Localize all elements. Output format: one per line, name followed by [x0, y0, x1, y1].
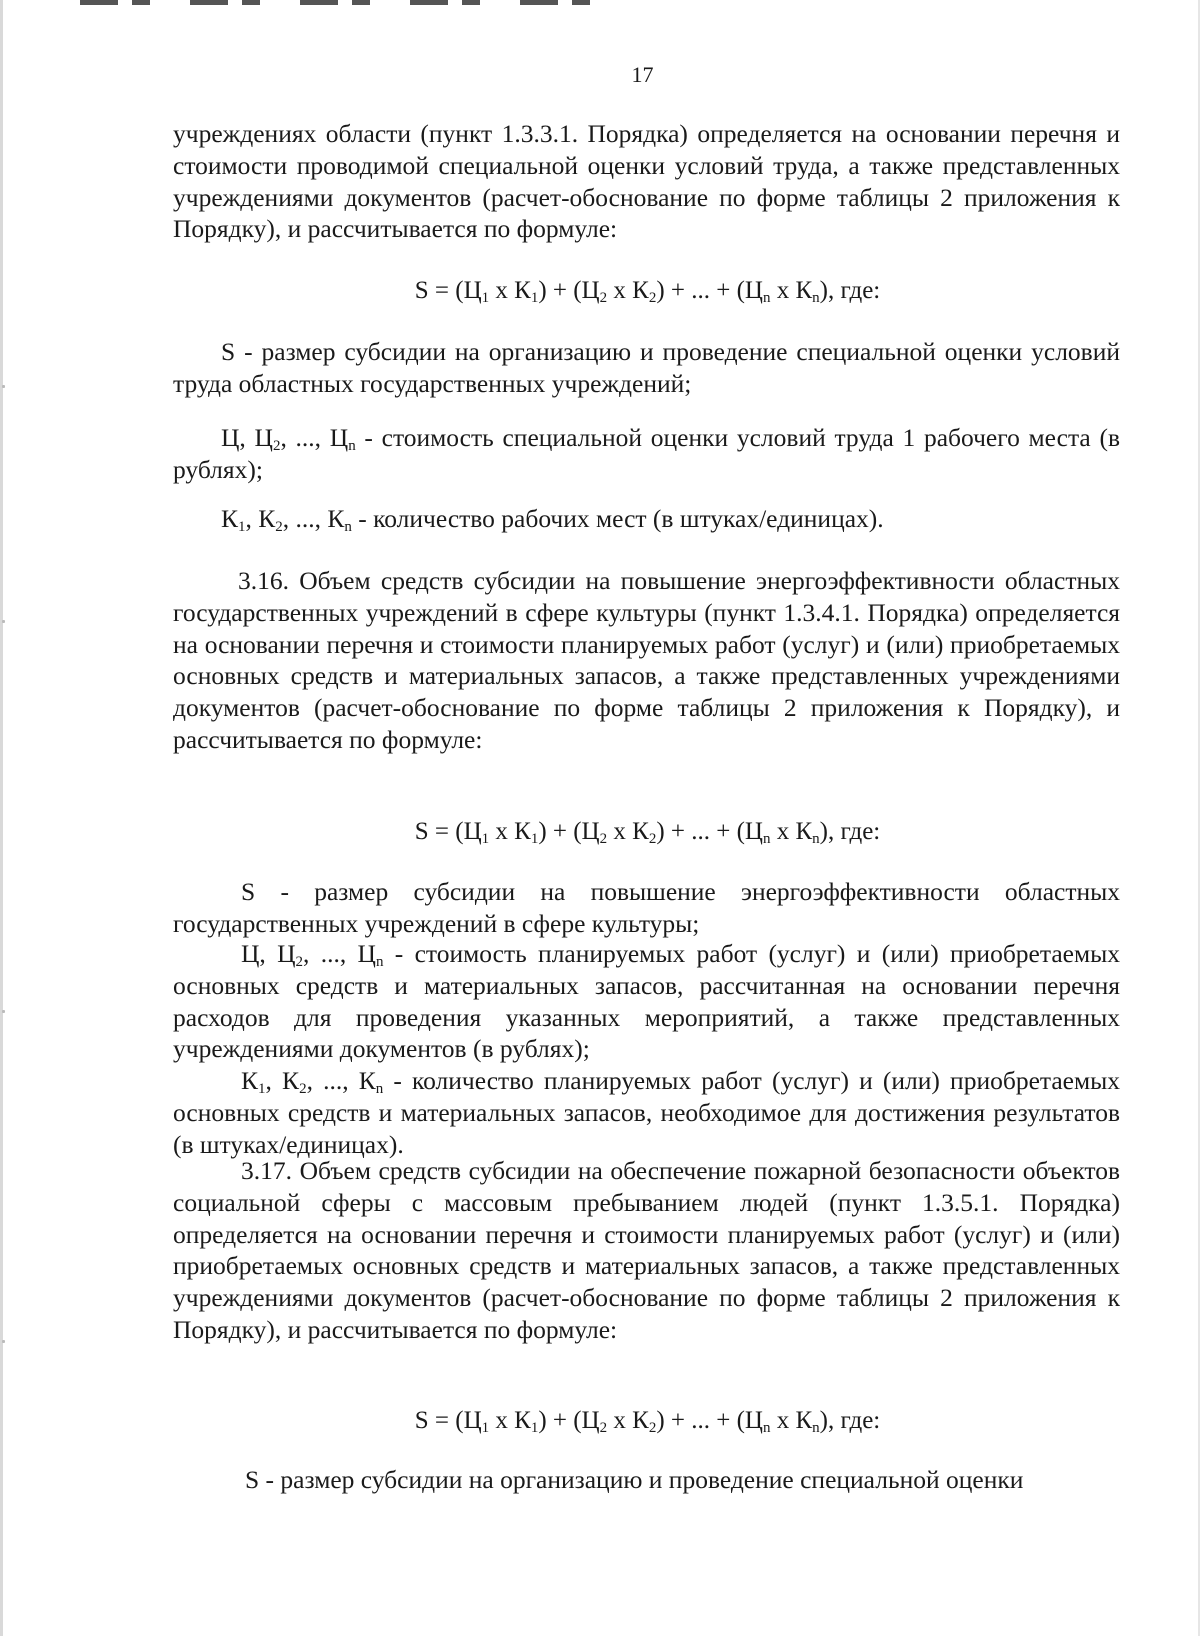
section-3-17-paragraph: 3.17. Объем средств субсидии на обеспечение пожарной безопасности объектов социальной сферы с массовым пребыванием людей (пункт 1.3.5.1. Порядка) определяется на основании перечня и стоимости планируемых работ (услуг) и (или) приобретаемых основных средств и материальных запасов, а также представленных учреждениями документов (расчет-обоснование по форме таблицы 2 приложения к Порядку), и рассчитывается по формуле:: [173, 1156, 1120, 1344]
definition-k-1: $К_1$, $К_2$, ..., $К_n$ - количество рабочих мест (в штуках/единицах).: [221, 504, 884, 535]
definition-s-3: S - размер субсидии на организацию и проведение специальной оценки: [245, 1465, 1024, 1494]
definition-k-2: $К_1$, $К_2$, ..., $К_n$ - количество планируемых работ (услуг) и (или) приобретаемых основных средств и материальных запасов, необходимое для достижения результатов (в штуках/единицах).: [173, 1066, 1120, 1159]
scan-speck: [2, 620, 5, 623]
scan-top-artifact: [80, 0, 620, 5]
formula-subsidy-1: $S = (Ц_1$ x $К_1) + (Ц_2$ x $К_2$) + ... + ($Ц_n$ x $К_n$), где:: [414, 277, 881, 306]
section-3-16-paragraph: 3.16. Объем средств субсидии на повышение энергоэффективности областных государственных учреждений в сфере культуры (пункт 1.3.4.1. Порядка) определяется на основании перечня и стоимости планируемых работ (услуг) и (или) приобретаемых основных средств и материальных запасов, а также представленных учреждениями документов (расчет-обоснование по форме таблицы 2 приложения к Порядку), и рассчитывается по формуле:: [173, 566, 1120, 754]
scan-speck: [2, 1340, 5, 1343]
definition-c-1: Ц, $Ц_2$, ..., $Ц_n$ - стоимость специальной оценки условий труда 1 рабочего места (в рублях);: [173, 423, 1120, 484]
formula-subsidy-2: $S = (Ц_1$ x $К_1) + (Ц_2$ x $К_2$) + ... + ($Ц_n$ x $К_n$), где:: [414, 818, 881, 847]
definition-c-2: Ц, $Ц_2$, ..., $Ц_n$ - стоимость планируемых работ (услуг) и (или) приобретаемых основных средств и материальных запасов, рассчитанная на основании перечня расходов для проведения указанных мероприятий, а также представленных учреждениями документов (в рублях);: [173, 939, 1120, 1064]
scan-speck: [2, 385, 5, 388]
page-number: 17: [631, 62, 654, 87]
scan-speck: [2, 1010, 5, 1013]
definition-s-2: S - размер субсидии на повышение энергоэффективности областных государственных учреждений в сфере культуры;: [173, 877, 1120, 938]
formula-subsidy-3: $S = (Ц_1$ x $К_1) + (Ц_2$ x $К_2$) + ... + ($Ц_n$ x $К_n$), где:: [414, 1407, 881, 1436]
intro-paragraph: учреждениях области (пункт 1.3.3.1. Порядка) определяется на основании перечня и стоимости проводимой специальной оценки условий труда, а также представленных учреждениями документов (расчет-обоснование по форме таблицы 2 приложения к Порядку), и рассчитывается по формуле:: [173, 119, 1120, 244]
definition-s-1: S - размер субсидии на организацию и проведение специальной оценки условий труда областных государственных учреждений;: [173, 337, 1120, 398]
